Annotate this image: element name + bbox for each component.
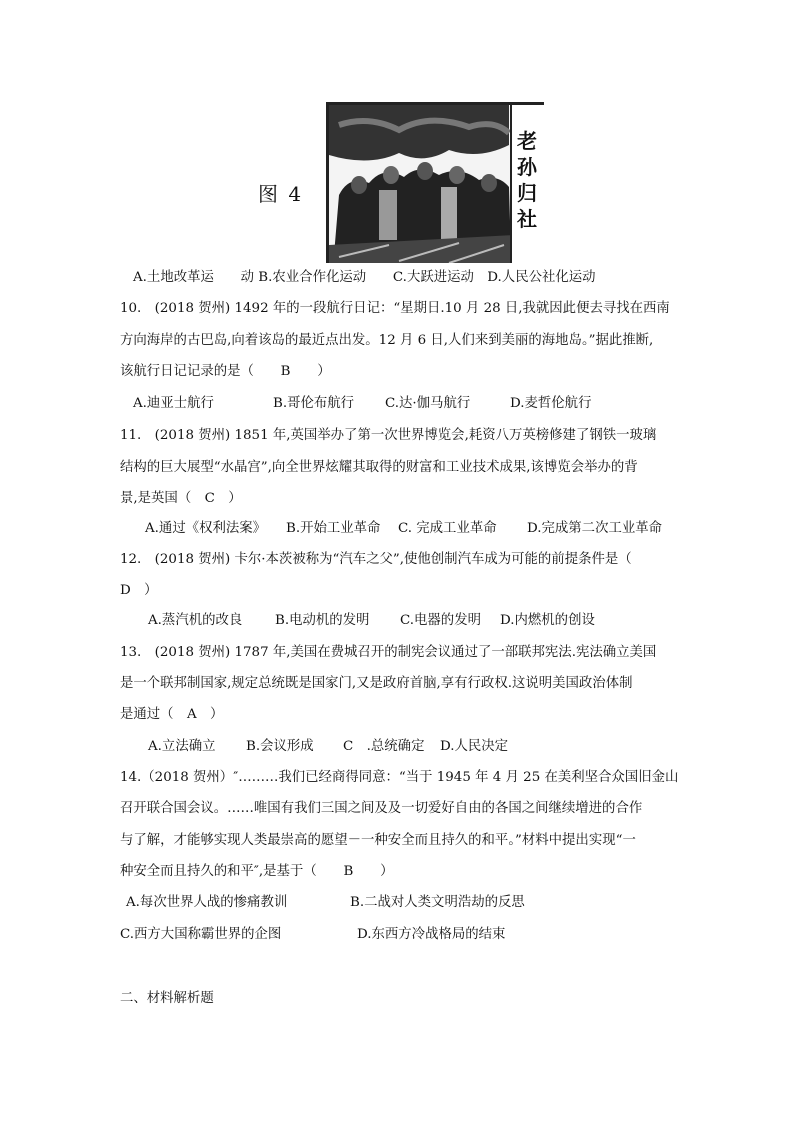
q14-line-4: 种安全而且持久的和平″,是基于（ B ） (120, 864, 394, 879)
q12-line-1: 12. (2018 贺州) 卡尔·本茨被称为“汽车之父”,使他创制汽车成为可能的前提条件是（ (120, 552, 632, 567)
q14-option-c: C.西方大国称霸世界的企图 (120, 927, 282, 942)
q13-option-a: A.立法确立 (148, 739, 216, 754)
q11-option-b: B.开始工业革命 (286, 521, 381, 536)
q10-line-2: 方向海岸的古巴岛,向着该岛的最近点出发。12 月 6 日,人们来到美丽的海地岛。”据此推断, (120, 333, 654, 348)
caption-char: 老 (517, 129, 537, 153)
q11-option-d: D.完成第二次工业革命 (527, 521, 663, 536)
q11-option-a: A.通过《权利法案》 (145, 521, 267, 536)
q13-line-2: 是一个联邦制国家,规定总统既是国家门,又是政府首脑,享有行政权.这说明美国政治体制 (120, 676, 633, 691)
caption-char: 孙 (517, 155, 537, 179)
q12-option-d: D.内燃机的创设 (500, 613, 595, 628)
q14-line-3: 与了解，才能够实现人类最崇高的愿望－一种安全而且持久的和平。”材料中提出实现“一 (120, 833, 636, 848)
q10-option-b: B.哥伦布航行 (273, 396, 355, 411)
q13-option-b: B.会议形成 (246, 739, 314, 754)
q11-line-3: 景,是英国（ C ） (120, 491, 242, 506)
figure-label: 图 4 (258, 182, 304, 206)
q12-line-2: D ） (120, 583, 158, 598)
section-title: 二、材料解析题 (120, 991, 214, 1006)
q10-line-1: 10. (2018 贺州) 1492 年的一段航行日记：“星期日.10 月 28 日,我就因此便去寻找在西南 (120, 301, 670, 316)
q13-line-1: 13. (2018 贺州) 1787 年,美国在费城召开的制宪会议通过了一部联邦宪法.宪法确立美国 (120, 645, 657, 660)
q11-line-2: 结构的巨大展型“水晶宫”,向全世界炫耀其取得的财富和工业技术成果,该博览会举办的背 (120, 460, 638, 475)
q10-option-d: D.麦哲伦航行 (510, 396, 592, 411)
q14-option-d: D.东西方冷战格局的结束 (357, 927, 506, 942)
photo-illustration (329, 105, 544, 263)
q14-option-a: A.每次世界人战的惨痛教训 (126, 895, 288, 910)
q11-option-c: C. 完成工业革命 (398, 521, 497, 536)
caption-char: 社 (517, 207, 537, 231)
q14-line-2: 召开联合国会议。……唯国有我们三国之间及及一切爱好自由的各国之间继续增进的合作 (120, 801, 643, 816)
q10-option-a: A.迪亚士航行 (133, 396, 214, 411)
q12-option-b: B.电动机的发明 (275, 613, 370, 628)
figure-photo (326, 102, 544, 263)
q11-line-1: 11. (2018 贺州) 1851 年,英国举办了第一次世界博览会,耗资八万英榜修建了钢铁一玻璃 (120, 428, 657, 443)
q13-option-c: C .总统确定 (343, 739, 425, 754)
q12-option-c: C.电器的发明 (400, 613, 481, 628)
figure-caption (514, 128, 540, 232)
q10-option-c: C.达·伽马航行 (385, 396, 471, 411)
q14-line-1: 14.（2018 贺州）″………我们已经商得同意：“当于 1945 年 4 月 25 在美利坚合众国旧金山 (120, 770, 679, 785)
q12-option-a: A.蒸汽机的改良 (148, 613, 243, 628)
q14-option-b: B.二战对人类文明浩劫的反思 (350, 895, 525, 910)
q13-option-d: D.人民决定 (440, 739, 509, 754)
q13-line-3: 是通过（ A ） (120, 707, 224, 722)
q10-line-3: 该航行日记记录的是（ B ） (120, 364, 331, 379)
caption-char: 归 (517, 181, 537, 205)
q9-options: A.土地改革运 动 B.农业合作化运动 C.大跃进运动 D.人民公社化运动 (133, 270, 596, 285)
